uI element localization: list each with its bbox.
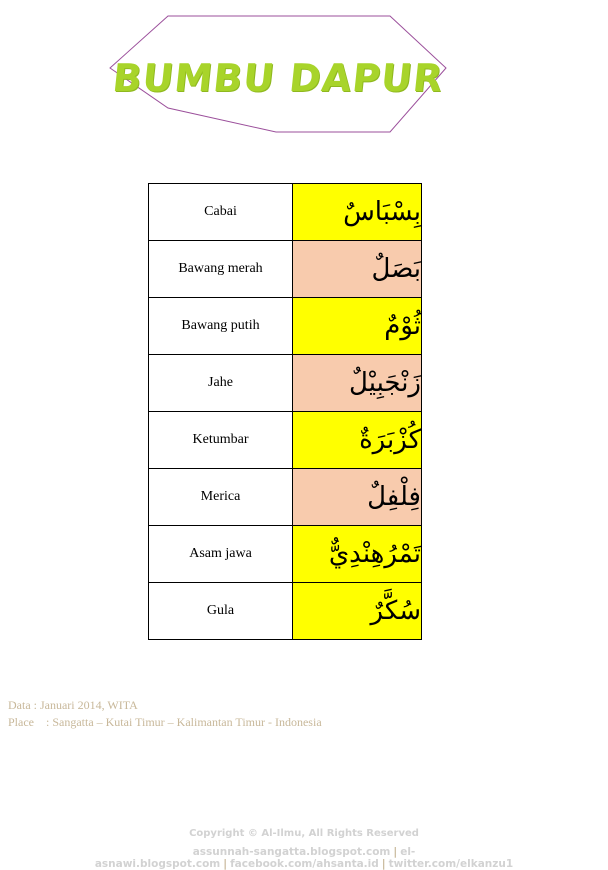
link-separator: |: [381, 858, 386, 870]
footer-link[interactable]: assunnah-sangatta.blogspot.com: [192, 846, 391, 858]
indonesian-word: Jahe: [149, 355, 293, 412]
arabic-word: زَنْجَبِيْلٌ: [293, 355, 422, 412]
indonesian-word: Merica: [149, 469, 293, 526]
footer-link[interactable]: twitter.com/elkanzu1: [388, 858, 514, 870]
vocab-row: [149, 583, 422, 640]
arabic-word: ثُوْمٌ: [293, 298, 422, 355]
vocab-row: [149, 298, 422, 355]
vocabulary-table: [148, 183, 422, 640]
footer-links: [0, 846, 608, 870]
place-line: Place : Sangatta – Kutai Timur – Kalimantan Timur - Indonesia: [8, 715, 322, 729]
arabic-word: بَصَلٌ: [293, 241, 422, 298]
arabic-word: سُكَّرٌ: [293, 583, 422, 640]
vocab-row: [149, 355, 422, 412]
link-separator: |: [223, 858, 228, 870]
vocab-row: [149, 412, 422, 469]
indonesian-word: Bawang merah: [149, 241, 293, 298]
banner: [0, 0, 608, 160]
arabic-word: كُزْبَرَةٌ: [293, 412, 422, 469]
arabic-word: تَمْرُهِنْدِيٌّ: [293, 526, 422, 583]
date-line: Data : Januari 2014, WITA: [8, 698, 138, 712]
vocab-row: [149, 241, 422, 298]
banner-title: BUMBU DAPUR: [110, 56, 446, 100]
indonesian-word: Gula: [149, 583, 293, 640]
footer-link[interactable]: el-asnawi.blogspot.com: [94, 846, 416, 870]
vocab-row: [149, 469, 422, 526]
link-separator: |: [393, 846, 398, 858]
indonesian-word: Asam jawa: [149, 526, 293, 583]
copyright-text: Copyright © Al-Ilmu, All Rights Reserved: [189, 828, 419, 839]
vocab-row: [149, 184, 422, 241]
footer-link[interactable]: facebook.com/ahsanta.id: [230, 858, 379, 870]
meta-info: [8, 697, 322, 731]
indonesian-word: Ketumbar: [149, 412, 293, 469]
arabic-word: بِسْبَاسٌ: [293, 184, 422, 241]
arabic-word: فِلْفِلٌ: [293, 469, 422, 526]
indonesian-word: Bawang putih: [149, 298, 293, 355]
indonesian-word: Cabai: [149, 184, 293, 241]
vocab-row: [149, 526, 422, 583]
